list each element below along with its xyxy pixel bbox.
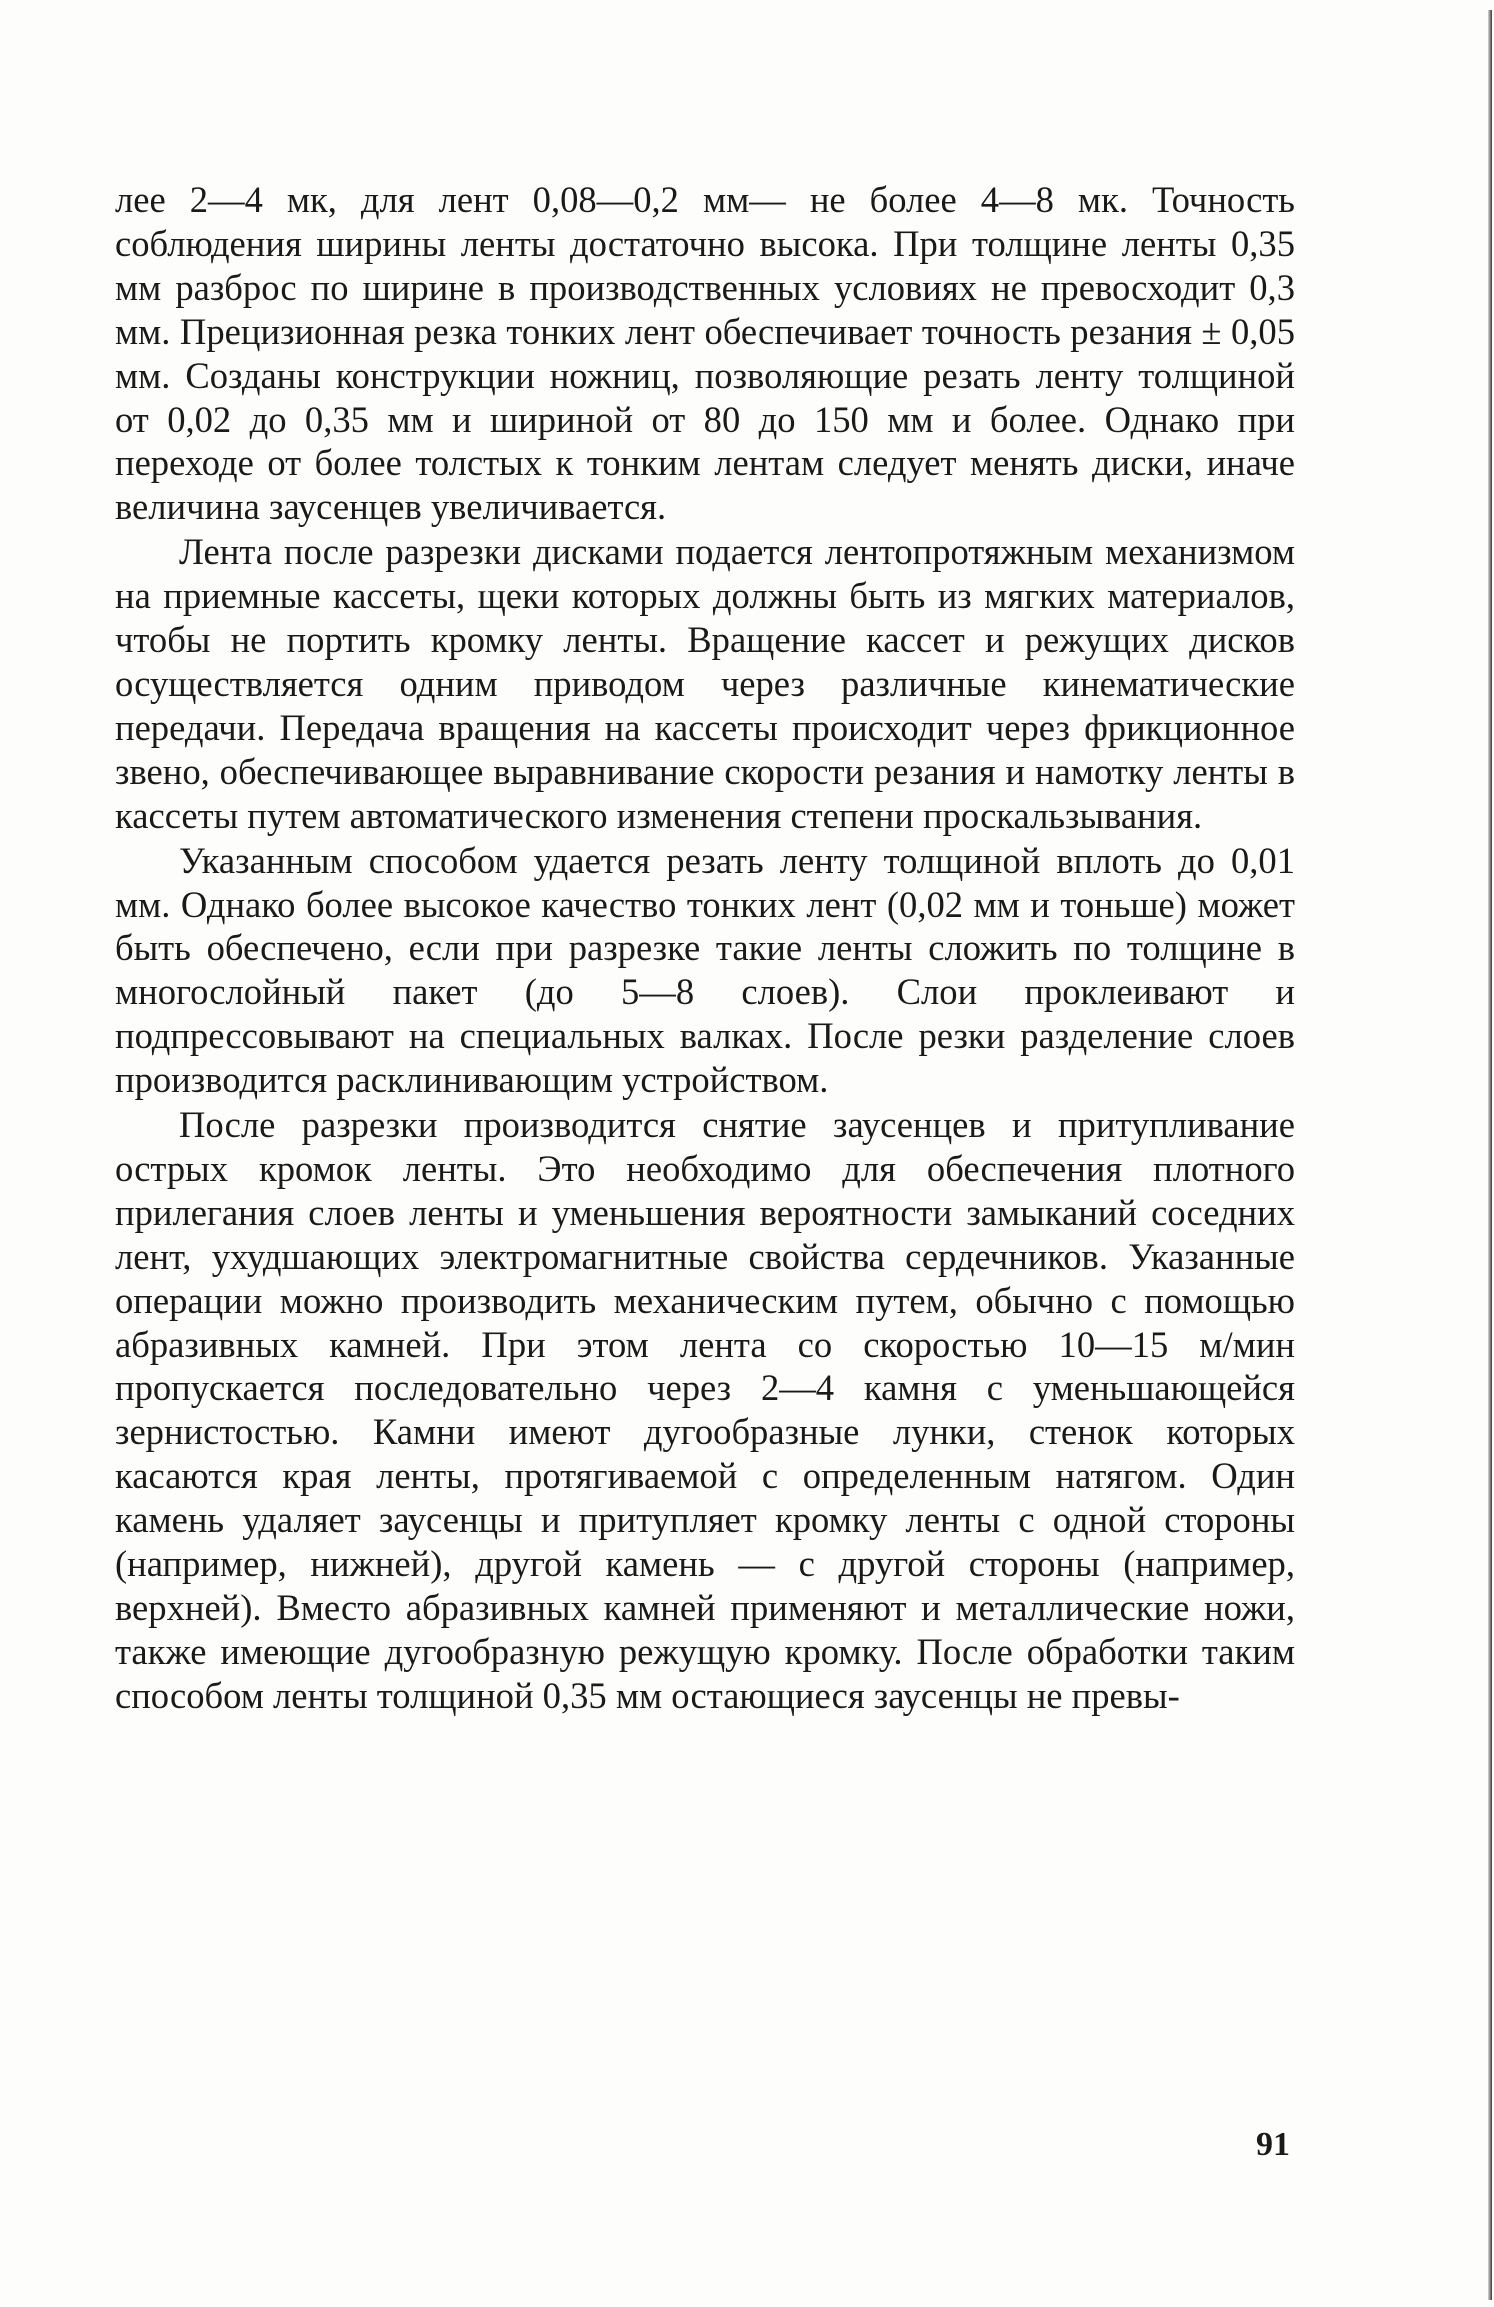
paragraph-1: лее 2—4 мк, для лент 0,08—0,2 мм— не более 4—8 мк. Точность соблюдения ширины ленты достаточно высока. При толщине ленты 0,35 мм разброс по ширине в производственных условиях не превосходит 0,3 мм. Прецизионная резка тонких лент обеспечивает точность резания ± 0,05 мм. Созданы конструкции ножниц, позволяющие резать ленту толщиной от 0,02 до 0,35 мм и шириной от 80 до 150 мм и более. Однако при переходе от более толстых к тонким лентам следует менять диски, иначе величина заусенцев увеличивается. xyxy=(115,179,1295,528)
paragraph-2: Лента после разрезки дисками подается лентопротяжным механизмом на приемные кассеты, щеки которых должны быть из мягких материалов, чтобы не портить кромку ленты. Вращение кассет и режущих дисков осуществляется одним приводом через различные кинематические передачи. Передача вращения на кассеты происходит через фрикционное звено, обеспечивающее выравнивание скорости резания и намотку ленты в кассеты путем автоматического изменения степени проскальзывания. xyxy=(115,531,1295,836)
paragraph-4: После разрезки производится снятие заусенцев и притупливание острых кромок ленты. Это необходимо для обеспечения плотного прилегания слоев ленты и уменьшения вероятности замыканий соседних лент, ухудшающих электромагнитные свойства сердечников. Указанные операции можно производить механическим путем, обычно с помощью абразивных камней. При этом лента со скоростью 10—15 м/мин пропускается последовательно через 2—4 камня с уменьшающейся зернистостью. Камни имеют дугообразные лунки, стенок которых касаются края ленты, протягиваемой с определенным натягом. Один камень удаляет заусенцы и притупляет кромку ленты с одной стороны (например, нижней), другой камень — с другой стороны (например, верхней). Вместо абразивных камней применяют и металлические ножи, также имеющие дугообразную режущую кромку. После обработки таким способом ленты толщиной 0,35 мм остающиеся заусенцы не превы- xyxy=(115,1104,1295,1716)
body-text xyxy=(115,178,1295,1719)
page-number: 91 xyxy=(1256,2126,1290,2163)
paragraph-3: Указанным способом удается резать ленту толщиной вплоть до 0,01 мм. Однако более высокое качество тонких лент (0,02 мм и тоньше) может быть обеспечено, если при разрезке такие ленты сложить по толщине в многослойный пакет (до 5—8 слоев). Слои проклеивают и подпрессовывают на специальных валках. После резки разделение слоев производится расклинивающим устройством. xyxy=(115,839,1295,1101)
page-binding-edge xyxy=(1488,10,1492,2300)
